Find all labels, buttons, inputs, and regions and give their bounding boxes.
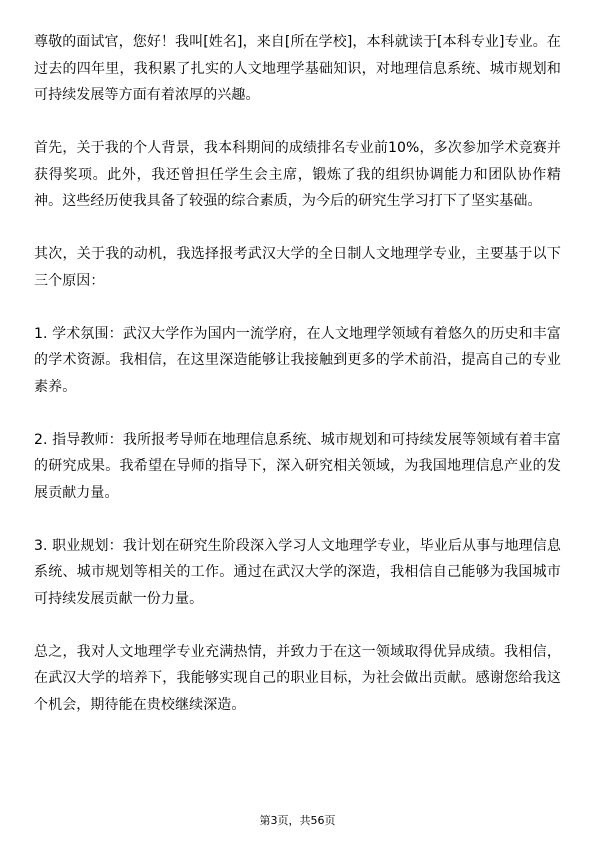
paragraph-conclusion: 总之，我对人文地理学专业充满热情，并致力于在这一领域取得优异成绩。我相信，在武汉大学的培养下，我能够实现自己的职业目标，为社会做出贡献。感谢您给我这个机会，期待能在贵校继续深造。 <box>34 643 561 713</box>
paragraph-intro: 尊敬的面试官，您好！我叫[姓名]，来自[所在学校]，本科就读于[本科专业]专业。在过去的四年里，我积累了扎实的人文地理学基础知识，对地理信息系统、城市规划和可持续发展等方面有着浓厚的兴趣。 <box>34 34 561 103</box>
document-body <box>34 29 561 718</box>
paragraph-motivation: 其次，关于我的动机，我选择报考武汉大学的全日制人文地理学专业，主要基于以下三个原因： <box>34 246 561 289</box>
paragraph-background: 首先，关于我的个人背景，我本科期间的成绩排名专业前10%，多次参加学术竞赛并获得奖项。此外，我还曾担任学生会主席，锻炼了我的组织协调能力和团队协作精神。这些经历使我具备了较强的综合素质，为今后的研究生学习打下了坚实基础。 <box>34 140 561 209</box>
paragraph-reason-advisor: 2. 指导教师：我所报考导师在地理信息系统、城市规划和可持续发展等领域有着丰富的研究成果。我希望在导师的指导下，深入研究相关领域，为我国地理信息产业的发展贡献力量。 <box>34 431 561 501</box>
paragraph-reason-academic: 1. 学术氛围：武汉大学作为国内一流学府，在人文地理学领域有着悠久的历史和丰富的学术资源。我相信，在这里深造能够让我接触到更多的学术前沿，提高自己的专业素养。 <box>34 325 561 395</box>
paragraph-reason-career: 3. 职业规划：我计划在研究生阶段深入学习人文地理学专业，毕业后从事与地理信息系统、城市规划等相关的工作。通过在武汉大学的深造，我相信自己能够为我国城市可持续发展贡献一份力量。 <box>34 537 561 607</box>
page-number: 第3页，共56页 <box>259 814 336 827</box>
